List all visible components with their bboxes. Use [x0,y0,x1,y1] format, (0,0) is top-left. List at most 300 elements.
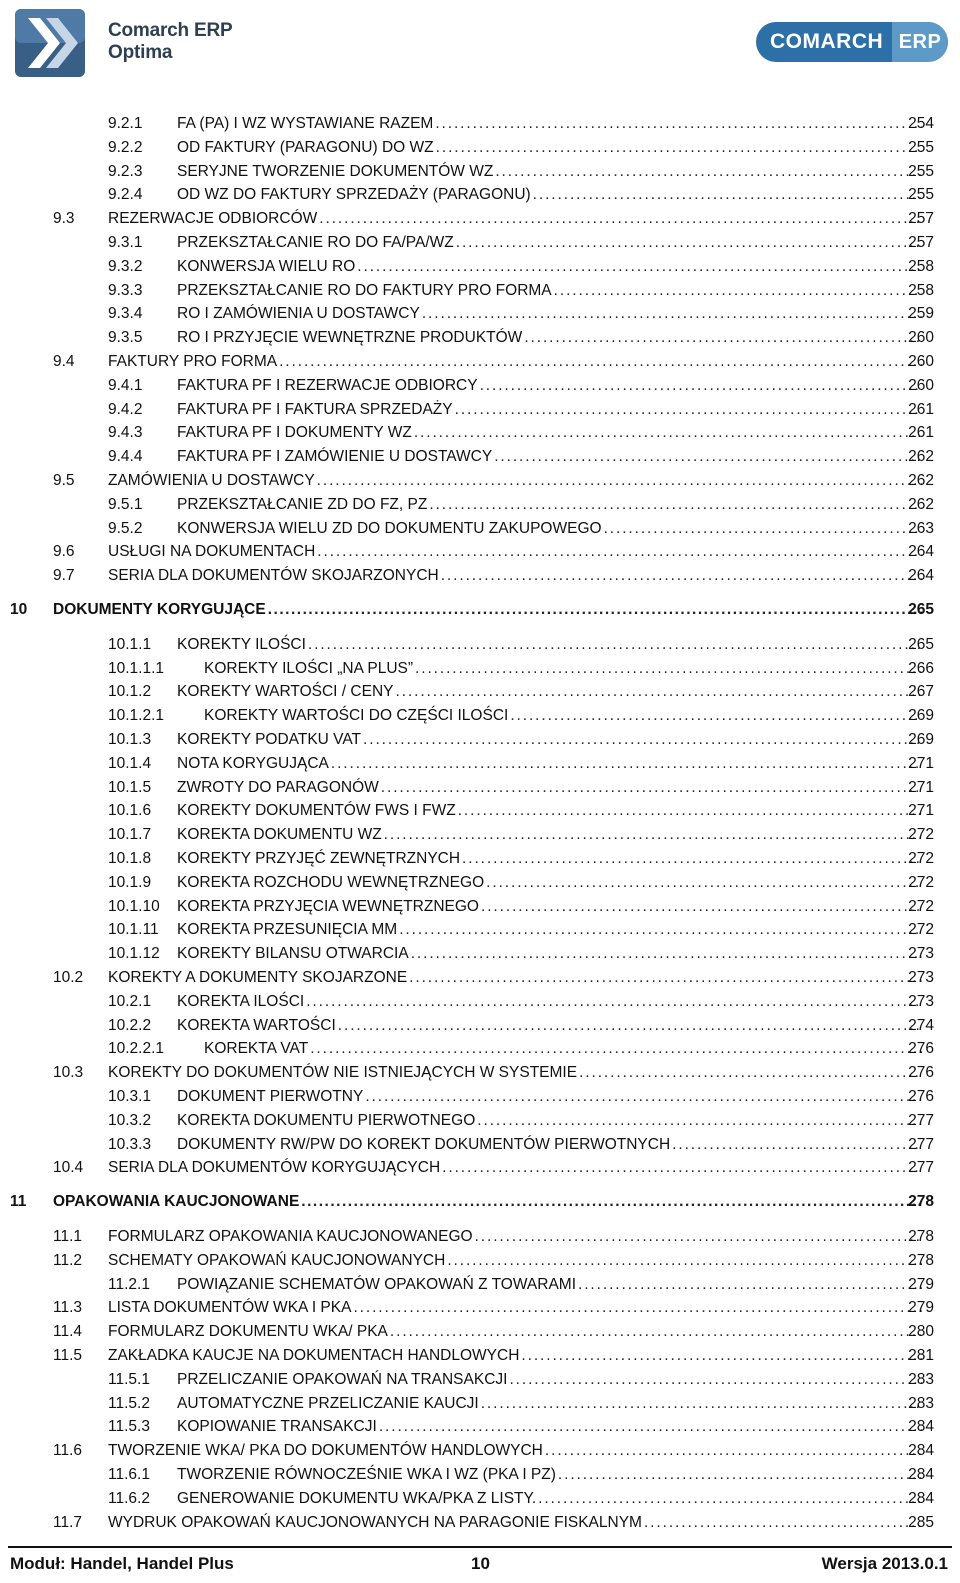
toc-entry[interactable] [0,1191,960,1213]
toc-entry-number: 9.3.1 [108,234,143,251]
toc-dot-leader [306,991,922,1013]
toc-dot-leader [317,470,922,492]
toc-entry-number: 9.4 [53,353,75,370]
toc-dot-leader [436,137,922,159]
toc-entry-title-leader [204,1038,922,1060]
toc-dot-leader [510,705,922,727]
toc-entry-page: 277 [908,1135,934,1153]
toc-entry-title-leader [204,658,922,680]
toc-entry-title-leader [108,1157,922,1179]
toc-entry-number: 11.5 [53,1347,83,1364]
toc-entry[interactable] [0,1369,960,1391]
toc-entry-title-leader [177,518,922,540]
toc-entry-title: USŁUGI NA DOKUMENTACH [108,543,316,561]
toc-entry-number: 10.1.2.1 [108,707,165,725]
toc-dot-leader [363,729,922,751]
toc-entry-page: 278 [908,1251,934,1269]
toc-entry[interactable] [0,1226,960,1248]
toc-entry-page: 273 [908,945,934,963]
toc-entry-page: 271 [908,802,934,820]
toc-entry-number: 10.1.12 [108,945,160,963]
toc-entry-number: 11.1 [53,1228,83,1245]
toc-entry-page: 265 [908,601,934,618]
toc-entry-number: 9.3.5 [108,329,143,347]
toc-entry-number: 11.2 [53,1251,83,1269]
toc-entry-page: 279 [908,1299,934,1317]
toc-entry-title-leader [177,494,922,516]
toc-entry-page: 284 [908,1466,934,1483]
toc-entry[interactable] [0,1110,960,1132]
toc-entry-title: PRZEKSZTAŁCANIE RO DO FA/PA/WZ [177,234,454,251]
toc-entry-number: 10.4 [53,1159,84,1177]
toc-entry-title: PRZELICZANIE OPAKOWAŃ NA TRANSAKCJI [177,1370,508,1388]
toc-dot-leader [357,256,922,278]
toc-entry-title-leader [108,208,922,230]
toc-entry-number: 11.4 [53,1323,83,1341]
toc-entry-number: 11.5.2 [108,1394,150,1412]
comarch-erp-brand-logo [756,22,948,62]
toc-entry[interactable] [0,1086,960,1108]
toc-entry-number: 10.1.1.1 [108,659,165,677]
toc-entry-title: POWIĄZANIE SCHEMATÓW OPAKOWAŃ Z TOWARAMI [177,1275,576,1293]
toc-entry-number: 9.4.4 [108,448,143,466]
toc-dot-leader [411,943,922,965]
toc-entry[interactable] [0,943,960,965]
toc-entry-number: 10.1.8 [108,850,152,867]
toc-dot-leader [384,824,922,846]
toc-entry[interactable] [0,184,960,206]
toc-entry-title: KOREKTY ILOŚCI [177,635,306,653]
toc-entry-title-leader [53,599,922,621]
toc-entry[interactable] [0,351,960,373]
toc-entry-title: KOREKTA VAT [204,1040,309,1058]
toc-entry-title-leader [177,375,922,397]
toc-entry-page: 257 [908,234,934,251]
toc-entry-number: 9.5 [53,472,75,489]
toc-dot-leader [578,1274,922,1296]
toc-dot-leader [395,681,922,703]
toc-entry-title: KOREKTA DOKUMENTU PIERWOTNEGO [177,1111,476,1129]
toc-entry-title-leader [177,232,922,254]
toc-entry[interactable] [0,565,960,587]
toc-dot-leader [579,1062,922,1084]
toc-entry-title-leader [177,1416,922,1438]
toc-entry[interactable] [0,1274,960,1296]
toc-entry-title: DOKUMENT PIERWOTNY [177,1088,364,1105]
toc-entry-title-leader [177,1464,922,1486]
toc-dot-leader [521,1345,922,1367]
toc-entry[interactable] [0,1134,960,1156]
toc-entry-number: 10.3 [53,1064,84,1082]
toc-dot-leader [538,1488,922,1510]
toc-entry[interactable] [0,1038,960,1060]
toc-entry-title-leader [177,729,922,751]
toc-entry[interactable] [0,446,960,468]
toc-entry-number: 10.1.2 [108,683,152,701]
toc-entry-page: 273 [908,969,934,986]
toc-entry[interactable] [0,991,960,1013]
toc-entry-title-leader [177,848,922,870]
toc-dot-leader [422,303,922,325]
toc-entry-title-leader [177,422,922,444]
toc-entry-title: AUTOMATYCZNE PRZELICZANIE KAUCJI [177,1394,479,1412]
toc-dot-leader [480,375,922,397]
toc-entry-number: 9.5.1 [108,495,143,513]
toc-dot-leader [441,565,922,587]
toc-entry[interactable] [0,848,960,870]
toc-dot-leader [462,848,922,870]
toc-entry-title: OD FAKTURY (PARAGONU) DO WZ [177,138,434,156]
toc-entry[interactable] [0,1250,960,1272]
toc-entry-title-leader [177,1274,922,1296]
toc-entry-title: ZAMÓWIENIA U DOSTAWCY [108,472,315,489]
toc-entry-page: 260 [908,353,934,370]
toc-entry-title: KONWERSJA WIELU ZD DO DOKUMENTU ZAKUPOWEGO [177,519,602,537]
toc-entry-number: 10.1.3 [108,731,152,748]
toc-entry-title: SERYJNE TWORZENIE DOKUMENTÓW WZ [177,162,494,180]
toc-entry[interactable] [0,541,960,563]
toc-dot-leader [524,327,922,349]
toc-entry-title: KOREKTY WARTOŚCI / CENY [177,683,394,701]
toc-entry-page: 255 [908,138,934,156]
toc-entry-page: 260 [908,376,934,394]
toc-entry[interactable] [0,399,960,421]
toc-entry-title: TWORZENIE RÓWNOCZEŚNIE WKA I WZ (PKA I PZ) [177,1466,556,1483]
toc-entry-number: 10.1.9 [108,873,152,891]
toc-entry[interactable] [0,1488,960,1510]
toc-entry[interactable] [0,967,960,989]
toc-entry-page: 255 [908,162,934,180]
toc-dot-leader [554,280,922,302]
toc-entry[interactable] [0,1393,960,1415]
toc-entry[interactable] [0,303,960,325]
toc-entry[interactable] [0,1297,960,1319]
toc-entry-title-leader [177,1015,922,1037]
footer-module: Moduł: Handel, Handel Plus [10,1554,234,1573]
toc-entry-title: TWORZENIE WKA/ PKA DO DOKUMENTÓW HANDLOWYCH [108,1442,543,1460]
toc-entry-page: 278 [908,1193,934,1211]
toc-dot-leader [442,1157,922,1179]
toc-entry-title-leader [108,351,922,373]
page-header [0,0,960,100]
toc-entry-number: 11.7 [53,1513,83,1531]
toc-entry-title-leader [108,470,922,492]
toc-entry-number: 11 [10,1193,27,1211]
toc-entry[interactable] [0,422,960,444]
toc-entry-number: 9.3.3 [108,281,143,299]
toc-entry-title: FORMULARZ OPAKOWANIA KAUCJONOWANEGO [108,1228,473,1245]
toc-entry-page: 278 [908,1228,934,1245]
toc-entry[interactable] [0,872,960,894]
toc-entry-title-leader [177,896,922,918]
toc-entry-number: 10.2.2.1 [108,1040,165,1058]
toc-entry-title: KOREKTA DOKUMENTU WZ [177,826,382,844]
toc-entry-number: 9.2.4 [108,186,143,204]
toc-dot-leader [365,1086,922,1108]
toc-entry-title-leader [108,1321,922,1343]
toc-dot-leader [545,1440,922,1462]
toc-entry-title: SERIA DLA DOKUMENTÓW KORYGUJĄCYCH [108,1159,441,1177]
toc-dot-leader [338,1015,922,1037]
toc-entry[interactable] [0,1512,960,1534]
toc-dot-leader [381,777,922,799]
toc-entry-title-leader [177,137,922,159]
toc-dot-leader [279,351,922,373]
toc-entry-title-leader [108,1062,922,1084]
toc-dot-leader [644,1512,922,1534]
toc-entry-page: 276 [908,1064,934,1082]
toc-entry-number: 10.1.5 [108,778,152,796]
toc-entry-title: ZWROTY DO PARAGONÓW [177,778,379,796]
toc-entry-number: 9.5.2 [108,519,143,537]
toc-entry-number: 9.3.2 [108,257,143,275]
toc-entry[interactable] [0,753,960,775]
toc-entry-page: 280 [908,1323,934,1341]
toc-entry-page: 269 [908,731,934,748]
comarch-erp-optima-logo-icon [14,8,86,78]
toc-entry-page: 266 [908,659,934,677]
toc-entry-title: KONWERSJA WIELU RO [177,257,356,275]
toc-dot-leader [456,232,922,254]
toc-entry-number: 10.3.2 [108,1111,152,1129]
toc-entry-title-leader [177,1110,922,1132]
toc-entry-title: SERIA DLA DOKUMENTÓW SKOJARZONYCH [108,567,439,585]
toc-entry-page: 264 [908,543,934,561]
toc-entry-title-leader [177,777,922,799]
toc-dot-leader [672,1134,922,1156]
toc-entry[interactable] [0,113,960,135]
toc-entry-number: 10.2 [53,969,84,986]
toc-entry-title: LISTA DOKUMENTÓW WKA I PKA [108,1299,352,1317]
toc-entry-title-leader [108,1440,922,1462]
toc-entry-number: 9.7 [53,567,75,585]
toc-entry-title: KOREKTY DO DOKUMENTÓW NIE ISTNIEJĄCYCH W SYSTEMIE [108,1064,578,1082]
toc-entry-page: 269 [908,707,934,725]
brand-pill [756,22,948,62]
toc-dot-leader [390,1321,922,1343]
toc-entry-number: 11.6.1 [108,1466,150,1483]
toc-entry-page: 284 [908,1442,934,1460]
toc-entry-title: FAKTURY PRO FORMA [108,353,278,370]
toc-entry[interactable] [0,232,960,254]
toc-entry[interactable] [0,208,960,230]
toc-entry-title-leader [177,184,922,206]
toc-entry-number: 9.4.2 [108,400,143,418]
toc-entry[interactable] [0,658,960,680]
toc-entry-title-leader [177,161,922,183]
toc-entry-title-leader [177,327,922,349]
toc-entry-title: KOREKTA ILOŚCI [177,992,305,1010]
toc-entry-page: 283 [908,1394,934,1412]
toc-entry-title: KOREKTA ROZCHODU WEWNĘTRZNEGO [177,873,485,891]
toc-entry-number: 9.4.1 [108,376,143,394]
toc-entry[interactable] [0,1321,960,1343]
toc-dot-leader [494,446,922,468]
toc-entry-title-leader [177,753,922,775]
toc-entry[interactable] [0,280,960,302]
toc-entry[interactable] [0,1157,960,1179]
toc-entry-page: 254 [908,115,934,132]
toc-entry-page: 272 [908,826,934,844]
toc-entry-title-leader [108,1250,922,1272]
toc-entry-title-leader [177,919,922,941]
toc-entry-page: 281 [908,1347,934,1364]
toc-entry-title: REZERWACJE ODBIORCÓW [108,210,318,228]
toc-entry-title-leader [108,967,922,989]
toc-dot-leader [415,658,922,680]
toc-entry-title: FAKTURA PF I DOKUMENTY WZ [177,424,412,442]
toc-entry-number: 10.1.7 [108,826,152,844]
toc-entry[interactable] [0,1015,960,1037]
toc-entry-page: 284 [908,1489,934,1507]
toc-entry-title-leader [177,824,922,846]
toc-entry-page: 271 [908,754,934,772]
toc-entry-number: 10.1.6 [108,802,152,820]
toc-entry-title: FAKTURA PF I ZAMÓWIENIE U DOSTAWCY [177,448,493,466]
toc-entry-title-leader [108,1226,922,1248]
toc-entry[interactable] [0,729,960,751]
toc-entry[interactable] [0,1440,960,1462]
toc-dot-leader [268,599,922,621]
toc-entry-title: ZAKŁADKA KAUCJE NA DOKUMENTACH HANDLOWYCH [108,1347,520,1364]
toc-entry-title: KOREKTY PRZYJĘĆ ZEWNĘTRZNYCH [177,850,461,867]
toc-dot-leader [455,399,922,421]
toc-entry[interactable] [0,1062,960,1084]
toc-entry[interactable] [0,777,960,799]
toc-entry[interactable] [0,1416,960,1438]
product-name-line1: Comarch ERP [108,20,233,41]
toc-entry-title: FAKTURA PF I REZERWACJE ODBIORCY [177,376,478,394]
toc-entry-title: KOREKTA PRZESUNIĘCIA MM [177,921,398,939]
toc-entry-page: 260 [908,329,934,347]
toc-entry-title-leader [177,1134,922,1156]
footer-divider [8,1546,952,1548]
toc-entry-title-leader [108,541,922,563]
toc-entry-title: NOTA KORYGUJĄCA [177,754,329,772]
toc-dot-leader [331,753,922,775]
toc-dot-leader [447,1250,922,1272]
toc-entry-page: 265 [908,635,934,653]
footer-version: Wersja 2013.0.1 [821,1554,948,1573]
toc-entry[interactable] [0,824,960,846]
toc-entry-number: 10.1.10 [108,897,160,915]
toc-entry[interactable] [0,599,960,621]
product-name-line2: Optima [108,42,173,63]
toc-entry-page: 272 [908,850,934,867]
toc-entry[interactable] [0,896,960,918]
toc-entry-title-leader [108,1512,922,1534]
toc-entry[interactable] [0,161,960,183]
toc-entry[interactable] [0,518,960,540]
toc-entry-number: 9.3 [53,210,75,228]
toc-entry-number: 10.2.1 [108,992,152,1010]
toc-entry[interactable] [0,256,960,278]
toc-entry-title-leader [177,280,922,302]
toc-entry[interactable] [0,137,960,159]
toc-dot-leader [475,1226,922,1248]
toc-entry-number: 11.6 [53,1442,83,1460]
toc-entry-title: KOREKTY BILANSU OTWARCIA [177,945,409,963]
toc-entry-page: 272 [908,873,934,891]
toc-entry-number: 9.6 [53,543,75,561]
toc-dot-leader [317,541,922,563]
toc-entry-title: DOKUMENTY RW/PW DO KOREKT DOKUMENTÓW PIERWOTNYCH [177,1135,671,1153]
toc-entry-number: 9.2.1 [108,115,143,132]
toc-entry[interactable] [0,494,960,516]
toc-entry-page: 284 [908,1418,934,1436]
toc-entry-title-leader [177,943,922,965]
toc-dot-leader [429,494,922,516]
toc-entry-title-leader [177,1488,922,1510]
toc-entry-title: KOREKTA WARTOŚCI [177,1016,336,1034]
toc-entry[interactable] [0,634,960,656]
toc-entry-title: RO I PRZYJĘCIE WEWNĘTRZNE PRODUKTÓW [177,329,523,347]
toc-entry-title-leader [177,872,922,894]
toc-entry-title: WYDRUK OPAKOWAŃ KAUCJONOWANYCH NA PARAGONIE FISKALNYM [108,1513,642,1531]
toc-entry-title: KOREKTY DOKUMENTÓW FWS I FWZ [177,802,456,820]
toc-entry-page: 255 [908,186,934,204]
toc-entry-number: 11.3 [53,1299,83,1317]
toc-entry-number: 10.1.11 [108,921,159,939]
toc-entry[interactable] [0,470,960,492]
toc-entry-page: 262 [908,472,934,489]
toc-entry[interactable] [0,327,960,349]
toc-entry-page: 264 [908,567,934,585]
toc-entry-number: 10.1.1 [108,635,152,653]
toc-entry-number: 10.1.4 [108,754,152,772]
toc-dot-leader [308,634,922,656]
toc-entry[interactable] [0,919,960,941]
toc-entry-page: 283 [908,1370,934,1388]
toc-dot-leader [310,1038,922,1060]
toc-entry-title: KOREKTY WARTOŚCI DO CZĘŚCI ILOŚCI [204,707,509,725]
toc-entry-number: 11.5.3 [108,1418,150,1436]
toc-entry-page: 276 [908,1040,934,1058]
toc-entry[interactable] [0,681,960,703]
toc-dot-leader [481,1393,922,1415]
toc-entry-page: 272 [908,921,934,939]
brand-name: COMARCH [770,30,884,53]
toc-dot-leader [509,1369,922,1391]
toc-entry[interactable] [0,375,960,397]
toc-entry-title-leader [108,1297,922,1319]
toc-entry-title-leader [177,681,922,703]
brand-suffix: ERP [892,22,948,62]
toc-entry-page: 258 [908,257,934,275]
toc-entry-page: 267 [908,683,934,701]
toc-entry-title-leader [53,1191,922,1213]
toc-entry[interactable] [0,705,960,727]
toc-entry-title-leader [177,399,922,421]
toc-entry-page: 259 [908,305,934,323]
toc-entry-page: 257 [908,210,934,228]
toc-entry-page: 272 [908,897,934,915]
toc-entry-title: OD WZ DO FAKTURY SPRZEDAŻY (PARAGONU) [177,186,531,204]
toc-dot-leader [558,1464,922,1486]
toc-entry-title-leader [177,1086,922,1108]
toc-dot-leader [458,800,922,822]
toc-dot-leader [353,1297,922,1319]
toc-entry-number: 11.5.1 [108,1370,150,1388]
toc-entry[interactable] [0,800,960,822]
toc-entry-title: OPAKOWANIA KAUCJONOWANE [53,1193,300,1211]
toc-entry[interactable] [0,1464,960,1486]
toc-entry-page: 277 [908,1111,934,1129]
toc-entry-title: KOREKTA PRZYJĘCIA WEWNĘTRZNEGO [177,897,479,915]
toc-dot-leader [533,184,922,206]
toc-entry[interactable] [0,1345,960,1367]
toc-entry-title: FA (PA) I WZ WYSTAWIANE RAZEM [177,115,434,132]
